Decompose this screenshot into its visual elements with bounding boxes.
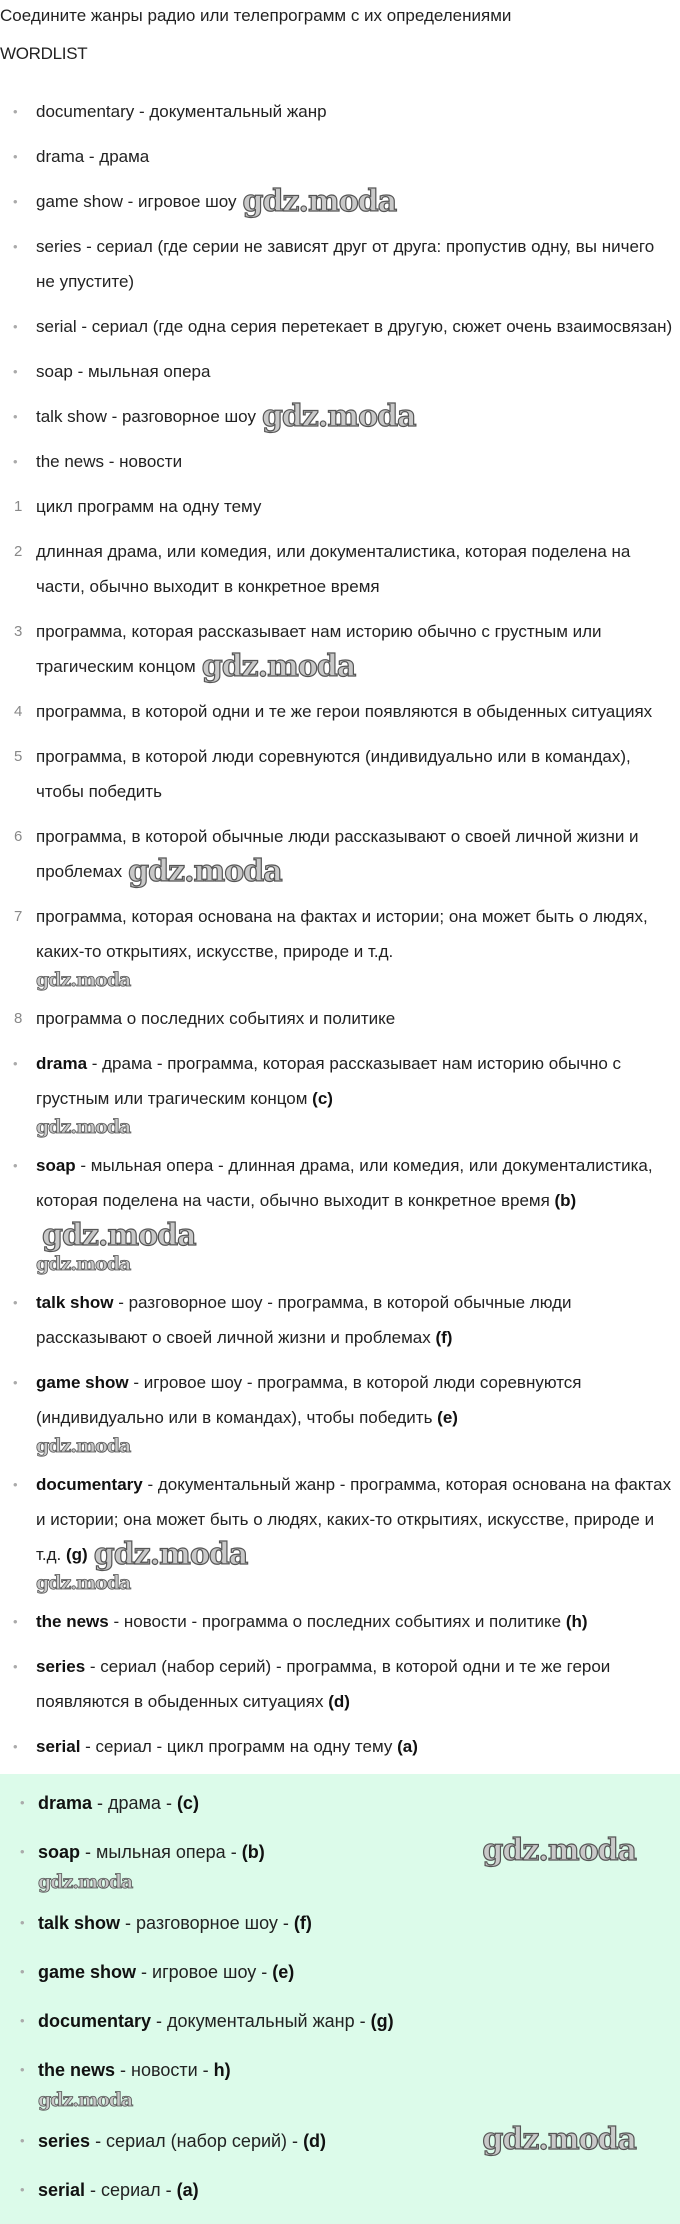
item-text: программа, которая основана на фактах и истории; она может быть о людях, каких-то открытиях, искусстве, природе и т.д.: [36, 907, 648, 961]
definition-item: [0, 819, 680, 889]
list-item: [0, 184, 680, 219]
list-item: [0, 309, 680, 344]
definition-item: [0, 694, 680, 729]
answer-text: - документальный жанр -: [151, 2011, 371, 2031]
answer-letter: h): [213, 2060, 231, 2080]
answer-text: - игровое шоу -: [136, 1962, 273, 1982]
answer-letter: (a): [176, 2180, 199, 2200]
content: [0, 94, 680, 2224]
answer-term: serial: [36, 1737, 81, 1756]
watermark: gdz.moda: [36, 969, 131, 991]
bullet-icon: •: [13, 149, 18, 164]
list-item: [0, 399, 680, 434]
watermark: gdz.moda: [42, 1218, 196, 1253]
answer-term: game show: [36, 1373, 129, 1392]
item-number: 7: [14, 908, 23, 925]
answer-letter: (e): [437, 1408, 458, 1427]
answer-term: drama: [38, 1793, 93, 1813]
answer-letter: (a): [397, 1737, 418, 1756]
list-item: [0, 354, 680, 389]
answer-item: [0, 2002, 680, 2040]
answer-letter: (h): [565, 1612, 588, 1631]
item-text: программа, в которой одни и те же герои появляются в обыденных ситуациях: [36, 702, 653, 721]
answer-letter: (d): [328, 1692, 350, 1711]
answer-item: [0, 1904, 680, 1942]
answer-item: [0, 1729, 680, 1764]
answer-term: game show: [38, 1962, 137, 1982]
answer-letter: (g): [370, 2011, 394, 2031]
item-number: 1: [14, 498, 23, 515]
definitions-list: [0, 489, 680, 1036]
bullet-icon: •: [20, 2182, 25, 2197]
answer-term: serial: [38, 2180, 86, 2200]
watermark: gdz.moda: [482, 1833, 636, 1868]
answer-text: - новости -: [115, 2060, 214, 2080]
bullet-icon: •: [13, 1477, 18, 1492]
answer-term: series: [38, 2131, 91, 2151]
answer-item: [0, 2122, 680, 2160]
bullet-icon: •: [13, 194, 18, 209]
answer-item: [0, 1784, 680, 1822]
bullet-icon: •: [13, 409, 18, 424]
watermark: gdz.moda: [482, 2122, 636, 2157]
answer-term: talk show: [38, 1913, 121, 1933]
short-answers-list: [0, 1774, 680, 2224]
wordlist: [0, 94, 680, 479]
answer-item: [0, 1604, 680, 1639]
bullet-icon: •: [13, 104, 18, 119]
list-item: [0, 444, 680, 479]
answer-term: the news: [38, 2060, 116, 2080]
watermark: gdz.moda: [38, 2089, 133, 2111]
answer-term: talk show: [36, 1293, 114, 1312]
bullet-icon: •: [13, 1659, 18, 1674]
item-text: программа, которая рассказывает нам историю обычно с грустным или трагическим концом: [36, 622, 602, 676]
bullet-icon: •: [13, 364, 18, 379]
item-text: программа о последних событиях и политике: [36, 1009, 396, 1028]
watermark: gdz.moda: [36, 1253, 131, 1275]
item-text: talk show - разговорное шоу: [36, 407, 256, 426]
answer-term: drama: [36, 1054, 88, 1073]
watermark: gdz.moda: [36, 1435, 131, 1457]
item-number: 5: [14, 748, 23, 765]
item-text: series - сериал (где серии не зависят друг от друга: пропустив одну, вы ничего не упустите): [36, 237, 655, 291]
answer-letter: (g): [66, 1545, 88, 1564]
watermark: gdz.moda: [36, 1116, 131, 1138]
watermark: gdz.moda: [128, 854, 282, 889]
bullet-icon: •: [13, 239, 18, 254]
answer-item: [0, 1148, 680, 1275]
answer-term: series: [36, 1657, 86, 1676]
item-text: программа, в которой люди соревнуются (индивидуально или в командах), чтобы победить: [36, 747, 631, 801]
answer-item: [0, 2051, 680, 2111]
answer-term: soap: [38, 1842, 81, 1862]
answer-text: - сериал (набор серий) - программа, в которой одни и те же герои появляются в обыденных ситуациях: [36, 1657, 611, 1711]
answer-term: the news: [36, 1612, 109, 1631]
definition-item: [0, 614, 680, 684]
answer-text: - мыльная опера - длинная драма, или комедия, или документалистика, которая поделена на части, обычно выходит в конкретное время: [36, 1156, 653, 1210]
answer-text: - игровое шоу - программа, в которой люди соревнуются (индивидуально или в командах), чтобы победить: [36, 1373, 582, 1427]
answer-item: [0, 1285, 680, 1355]
answer-letter: (b): [554, 1191, 577, 1210]
answers-list: [0, 1046, 680, 1764]
bullet-icon: •: [20, 1844, 25, 1859]
wordlist-heading: WORDLIST: [0, 44, 88, 63]
answer-item: [0, 2171, 680, 2209]
answer-item: [0, 1467, 680, 1594]
bullet-icon: •: [20, 1795, 25, 1810]
answer-item: [0, 1953, 680, 1991]
bullet-icon: •: [20, 2062, 25, 2077]
item-number: 3: [14, 623, 23, 640]
answer-text: - сериал - цикл программ на одну тему: [80, 1737, 398, 1756]
watermark: gdz.moda: [201, 649, 356, 684]
answer-text: - сериал (набор серий) -: [90, 2131, 304, 2151]
bullet-icon: •: [20, 2013, 25, 2028]
answer-term: documentary: [38, 2011, 152, 2031]
list-item: [0, 139, 680, 174]
watermark: gdz.moda: [93, 1537, 248, 1572]
list-item: [0, 229, 680, 299]
exercise-title: Соедините жанры радио или телепрограмм с их определениями: [0, 6, 512, 25]
definition-item: [0, 489, 680, 524]
answer-letter: (d): [303, 2131, 327, 2151]
list-item: [0, 94, 680, 129]
bullet-icon: •: [13, 319, 18, 334]
answer-text: - драма - программа, которая рассказывает нам историю обычно с грустным или трагическим концом: [36, 1054, 622, 1108]
bullet-icon: •: [20, 1964, 25, 1979]
definition-item: [0, 899, 680, 991]
bullet-icon: •: [20, 2133, 25, 2148]
definition-item: [0, 534, 680, 604]
answer-letter: (e): [272, 1962, 295, 1982]
watermark: gdz.moda: [261, 399, 416, 434]
item-number: 2: [14, 543, 23, 560]
definition-item: [0, 739, 680, 809]
item-number: 6: [14, 828, 23, 845]
item-number: 8: [14, 1010, 23, 1027]
answer-text: - мыльная опера -: [80, 1842, 242, 1862]
bullet-icon: •: [13, 454, 18, 469]
item-text: the news - новости: [36, 452, 183, 471]
answer-item: [0, 1649, 680, 1719]
item-text: цикл программ на одну тему: [36, 497, 262, 516]
bullet-icon: •: [13, 1375, 18, 1390]
answer-text: - разговорное шоу -: [120, 1913, 294, 1933]
item-text: serial - сериал (где одна серия перетекает в другую, сюжет очень взаимосвязан): [36, 317, 673, 336]
answer-text: - новости - программа о последних событиях и политике: [108, 1612, 566, 1631]
watermark: gdz.moda: [242, 184, 397, 219]
item-text: game show - игровое шоу: [36, 192, 237, 211]
bullet-icon: •: [13, 1614, 18, 1629]
answer-letter: (b): [241, 1842, 265, 1862]
answer-item: [0, 1833, 680, 1893]
watermark: gdz.moda: [36, 1572, 131, 1594]
definition-item: [0, 1001, 680, 1036]
answer-text: - разговорное шоу - программа, в которой обычные люди рассказывают о своей личной жизни и проблемах: [36, 1293, 572, 1347]
answer-term: documentary: [36, 1475, 143, 1494]
answer-text: - документальный жанр - программа, которая основана на фактах и истории; она может быть о людях, каких-то открытиях, искусстве, природе и т.д.: [36, 1475, 672, 1564]
item-text: drama - драма: [36, 147, 150, 166]
bullet-icon: •: [13, 1056, 18, 1071]
bullet-icon: •: [13, 1158, 18, 1173]
item-text: soap - мыльная опера: [36, 362, 211, 381]
answer-letter: (c): [312, 1089, 333, 1108]
answer-item: [0, 1365, 680, 1457]
answer-letter: (c): [176, 1793, 199, 1813]
bullet-icon: •: [13, 1739, 18, 1754]
item-text: длинная драма, или комедия, или документалистика, которая поделена на части, обычно выходит в конкретное время: [36, 542, 631, 596]
bullet-icon: •: [13, 1295, 18, 1310]
bullet-icon: •: [20, 1915, 25, 1930]
answer-item: [0, 1046, 680, 1138]
answer-letter: (f): [435, 1328, 453, 1347]
answer-letter: (f): [293, 1913, 312, 1933]
answer-text: - драма -: [92, 1793, 177, 1813]
item-number: 4: [14, 703, 23, 720]
answer-term: soap: [36, 1156, 76, 1175]
item-text: documentary - документальный жанр: [36, 102, 327, 121]
answer-text: - сериал -: [85, 2180, 177, 2200]
item-text: программа, в которой обычные люди рассказывают о своей личной жизни и проблемах: [36, 827, 639, 881]
watermark: gdz.moda: [38, 1871, 133, 1893]
